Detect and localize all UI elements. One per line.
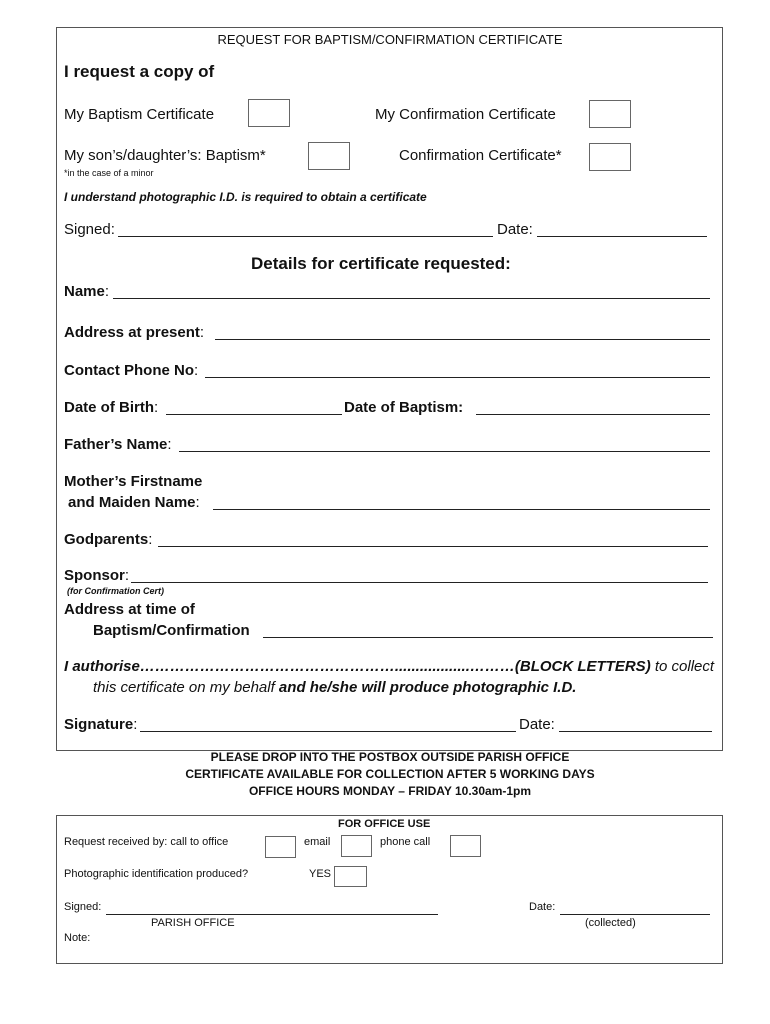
request-form-box [56,27,723,751]
my-baptism-checkbox[interactable] [248,99,290,127]
sponsor-label: Sponsor [64,567,125,584]
date-field[interactable] [537,236,707,237]
email-label: email [304,836,331,848]
phone-call-checkbox[interactable] [450,835,481,857]
note-label: Note: [64,932,91,944]
notice-line2: CERTIFICATE AVAILABLE FOR COLLECTION AFTER 5 WORKING DAYS [185,767,595,781]
son-daughter-confirmation-label: Confirmation Certificate* [399,147,562,164]
son-daughter-confirmation-checkbox[interactable] [589,143,631,171]
details-heading: Details for certificate requested: [251,254,511,273]
yes-label: YES [309,868,332,880]
signature-field[interactable] [140,731,516,732]
date-baptism-label: Date of Baptism: [344,399,464,416]
son-daughter-baptism-label: My son’s/daughter’s: Baptism* [64,147,266,164]
godparents-field[interactable] [158,546,708,547]
yes-checkbox[interactable] [334,866,367,887]
signed-label: Signed: [64,221,115,238]
father-name-field[interactable] [179,451,710,452]
form-title: REQUEST FOR BAPTISM/CONFIRMATION CERTIFICATE [217,32,563,47]
date-label: Date: [497,221,533,238]
phone-call-label: phone call [380,836,431,848]
email-checkbox[interactable] [341,835,372,857]
received-by-label: Request received by: call to office [64,836,229,848]
minor-note: *in the case of a minor [64,168,154,178]
mother-name-field[interactable] [213,509,710,510]
father-name-label: Father’s Name [64,436,168,453]
my-confirmation-checkbox[interactable] [589,100,631,128]
office-date-label: Date: [529,901,556,913]
signature-label: Signature [64,716,134,733]
address-present-label: Address at present [64,324,200,341]
office-signed-field[interactable] [106,914,438,915]
signed-field[interactable] [118,236,493,237]
my-baptism-label: My Baptism Certificate [64,106,215,123]
call-office-checkbox[interactable] [265,836,296,858]
name-label: Name [64,283,105,300]
request-heading: I request a copy of [64,62,215,81]
mother-label-line1: Mother’s Firstname [64,473,203,490]
address-time-field[interactable] [263,637,713,638]
id-required-note: I understand photographic I.D. is required to obtain a certificate [64,190,427,204]
sponsor-field[interactable] [131,582,708,583]
authorise-text: I authorise……………………………………………..................………(BLOCK LETTERS) [64,658,651,675]
address-time-label-line1: Address at time of [64,601,195,618]
my-confirmation-label: My Confirmation Certificate [375,106,556,123]
sponsor-note: (for Confirmation Cert) [67,586,164,596]
office-signed-label: Signed: [64,901,102,913]
address-time-label-line2: Baptism/Confirmation [93,622,250,639]
date2-field[interactable] [559,731,712,732]
produce-id-text: and he/she will produce photographic I.D. [274,679,577,696]
office-date-field[interactable] [560,914,710,915]
address-present-field[interactable] [215,339,710,340]
mother-label-line2: and Maiden Name [68,494,196,511]
contact-phone-label: Contact Phone No [64,362,194,379]
name-field[interactable] [113,298,710,299]
photo-id-label: Photographic identification produced? [64,868,249,880]
office-use-heading: FOR OFFICE USE [338,818,431,830]
dob-label: Date of Birth [64,399,154,416]
parish-office-label: PARISH OFFICE [151,917,235,929]
behalf-text: this certificate on my behalf [93,679,275,696]
date-baptism-field[interactable] [476,414,710,415]
contact-phone-field[interactable] [205,377,710,378]
to-collect-text: to collect [650,658,715,675]
son-daughter-baptism-checkbox[interactable] [308,142,350,170]
date2-label: Date: [519,716,555,733]
notice-line1: PLEASE DROP INTO THE POSTBOX OUTSIDE PARISH OFFICE [210,750,570,764]
godparents-label: Godparents [64,531,149,548]
dob-field[interactable] [166,414,342,415]
collected-label: (collected) [585,917,636,929]
notice-line3: OFFICE HOURS MONDAY – FRIDAY 10.30am-1pm [248,784,532,798]
